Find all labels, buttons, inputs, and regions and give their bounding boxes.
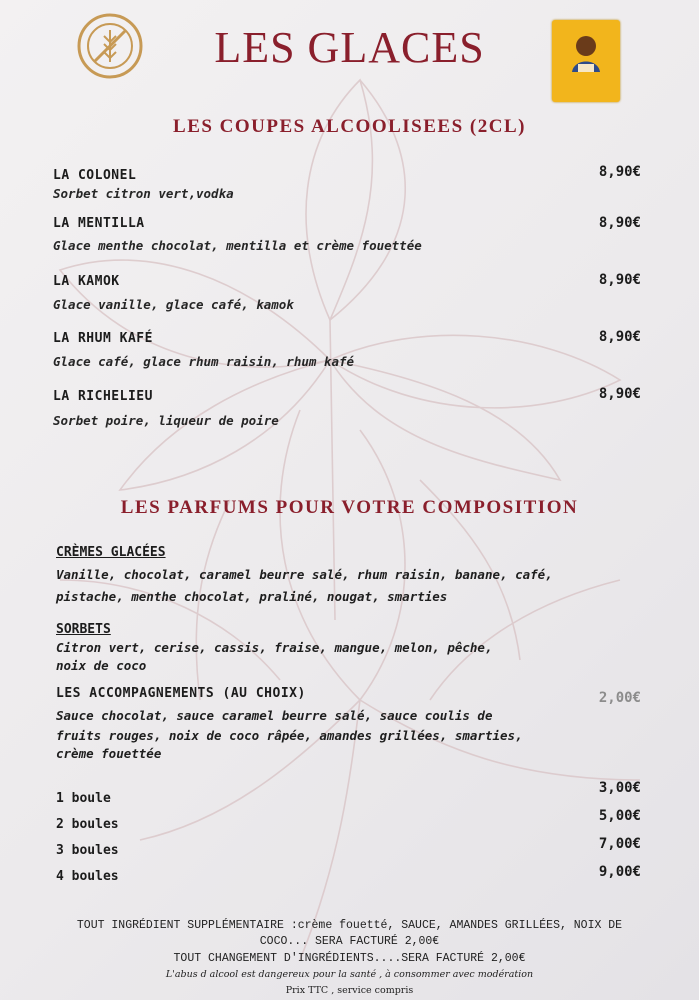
cremes-glacees-line-2: pistache, menthe chocolat, praliné, nougat, smarties [56,589,448,604]
floral-background-illustration [0,60,699,1000]
menu-item-description: Sorbet citron vert,vodka [53,186,234,201]
menu-item-name: LA MENTILLA [53,216,145,231]
menu-item-name: LA RICHELIEU [53,389,153,404]
boule-count-label: 4 boules [56,869,119,884]
footer-alcohol-warning: L'abus d alcool est dangereux pour la santé , à consommer avec modération [165,969,534,980]
footer-price-note: Prix TTC , service compris [285,985,414,996]
la-laitiere-logo [552,20,620,102]
menu-item-price: 8,90€ [598,386,641,402]
boule-price: 5,00€ [598,808,641,824]
boule-count-label: 3 boules [56,843,119,858]
footer-supplement-line-2: COCO... SERA FACTURÉ 2,00€ [259,935,440,948]
menu-item-name: LA KAMOK [53,274,120,289]
footer-change-line: TOUT CHANGEMENT D'INGRÉDIENTS....SERA FACTURÉ 2,00€ [173,952,526,965]
sorbets-line-1: Citron vert, cerise, cassis, fraise, mangue, melon, pêche, [56,640,493,655]
accompagnements-line-3: crème fouettée [56,746,162,761]
menu-item-description: Sorbet poire, liqueur de poire [53,413,279,428]
milkmaid-icon [552,20,620,102]
boule-price: 3,00€ [598,780,641,796]
menu-item-description: Glace vanille, glace café, kamok [53,297,294,312]
cremes-glacees-line-1: Vanille, chocolat, caramel beurre salé, rhum raisin, banane, café, [56,567,553,582]
menu-item-description: Glace café, glace rhum raisin, rhum kafé [53,354,355,369]
menu-item-price: 8,90€ [598,164,641,180]
boule-count-label: 1 boule [56,791,111,806]
sorbets-line-2: noix de coco [56,658,147,673]
page-title: LES GLACES [214,23,485,72]
section-title-parfums: LES PARFUMS POUR VOTRE COMPOSITION [120,497,579,518]
menu-item-name: LA COLONEL [53,168,137,183]
menu-item-description: Glace menthe chocolat, mentilla et crème fouettée [53,238,422,253]
boule-count-label: 2 boules [56,817,119,832]
cremes-glacees-heading: CRÈMES GLACÉES [56,545,166,560]
boule-price: 9,00€ [598,864,641,880]
accompagnements-line-2: fruits rouges, noix de coco râpée, amandes grillées, smarties, [56,728,523,743]
menu-item-price: 8,90€ [598,329,641,345]
footer-supplement-line-1: TOUT INGRÉDIENT SUPPLÉMENTAIRE :crème fouetté, SAUCE, AMANDES GRILLÉES, NOIX DE [76,919,623,932]
menu-item-price: 8,90€ [598,272,641,288]
section-title-coupes: LES COUPES ALCOOLISEES (2CL) [173,116,526,137]
boule-price: 7,00€ [598,836,641,852]
accompagnements-price: 2,00€ [598,690,641,706]
menu-item-name: LA RHUM KAFÉ [53,331,153,346]
menu-item-price: 8,90€ [598,215,641,231]
accompagnements-heading: LES ACCOMPAGNEMENTS (AU CHOIX) [56,686,306,701]
sorbets-heading: SORBETS [56,622,111,637]
accompagnements-line-1: Sauce chocolat, sauce caramel beurre salé, sauce coulis de [56,708,493,723]
